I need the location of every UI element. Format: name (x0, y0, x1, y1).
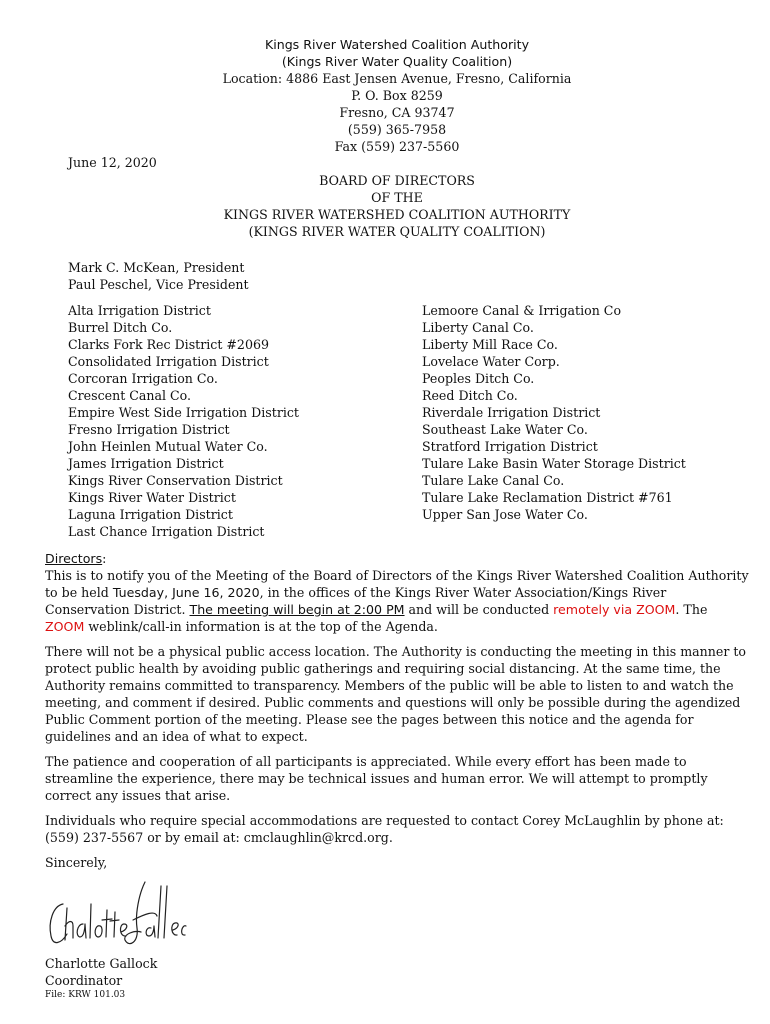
member-column-right (422, 302, 752, 523)
signer-name: Charlotte Gallock (45, 956, 158, 971)
org-location: Location: 4886 East Jensen Avenue, Fresno, California (222, 71, 572, 86)
file-reference: File: KRW 101.03 (45, 990, 126, 1000)
org-alt-name: (Kings River Water Quality Coalition) (281, 54, 513, 69)
member-item: Kings River Conservation District (68, 473, 283, 488)
member-item: Kings River Water District (68, 490, 236, 505)
member-item: Crescent Canal Co. (68, 388, 192, 403)
remote-zoom: remotely via ZOOM (553, 602, 676, 617)
member-item: Peoples Ditch Co. (422, 371, 535, 386)
zoom-word: ZOOM (45, 619, 85, 634)
member-item: Tulare Lake Reclamation District #761 (422, 490, 673, 505)
member-item: Alta Irrigation District (68, 303, 211, 318)
vice-president: Paul Peschel, Vice President (68, 277, 249, 292)
org-phone: (559) 365-7958 (347, 122, 447, 137)
addressee-line: (KINGS RIVER WATER QUALITY COALITION) (248, 224, 546, 239)
salutation-colon: : (102, 551, 107, 566)
closing: Sincerely, (45, 855, 108, 870)
meeting-date: Tuesday, June 16, 2020 (112, 585, 260, 600)
org-fax: Fax (559) 237-5560 (334, 139, 460, 154)
text-run: This is to notify you of the Meeting of the Board of Directors of the Kings River Watershed Coalition Authority to be held (45, 568, 749, 600)
text-run: and will be conducted (404, 602, 554, 617)
member-item: Empire West Side Irrigation District (68, 405, 299, 420)
officers-block (68, 259, 249, 293)
addressee-line: KINGS RIVER WATERSHED COALITION AUTHORITY (223, 207, 571, 222)
salutation-label: Directors (45, 551, 103, 566)
letterhead (0, 36, 770, 155)
signer-block (45, 955, 157, 989)
member-item: Stratford Irrigation District (422, 439, 598, 454)
org-po-box: P. O. Box 8259 (351, 88, 443, 103)
member-item: Corcoran Irrigation Co. (68, 371, 218, 386)
paragraph-patience: The patience and cooperation of all participants is appreciated. While every effort has been made to streamline the experience, there may be technical issues and human error. We will attempt to promptly correct any issues that arise. (45, 754, 708, 803)
member-item: Liberty Canal Co. (422, 320, 534, 335)
member-item: Riverdale Irrigation District (422, 405, 601, 420)
member-item: Reed Ditch Co. (422, 388, 518, 403)
member-item: Lovelace Water Corp. (422, 354, 560, 369)
member-item: Upper San Jose Water Co. (422, 507, 588, 522)
member-item: Consolidated Irrigation District (68, 354, 269, 369)
text-run: , in the offices of the Kings River Water Association/Kings River Conservation District. (45, 585, 667, 617)
member-item: Lemoore Canal & Irrigation Co (422, 303, 622, 318)
member-item: Tulare Lake Basin Water Storage District (422, 456, 686, 471)
text-run: . The (675, 602, 708, 617)
member-item: Clarks Fork Rec District #2069 (68, 337, 269, 352)
member-item: Southeast Lake Water Co. (422, 422, 588, 437)
addressee-line: BOARD OF DIRECTORS (319, 173, 475, 188)
member-column-left (68, 302, 408, 540)
member-item: Tulare Lake Canal Co. (422, 473, 565, 488)
member-item: Fresno Irrigation District (68, 422, 230, 437)
member-item: Laguna Irrigation District (68, 507, 233, 522)
member-item: Last Chance Irrigation District (68, 524, 265, 539)
handwritten-signature (45, 874, 190, 956)
letter-body (45, 550, 750, 879)
member-item: John Heinlen Mutual Water Co. (68, 439, 268, 454)
meeting-time: The meeting will begin at 2:00 PM (189, 602, 405, 617)
paragraph-public-access: There will not be a physical public access location. The Authority is conducting the meeting in this manner to protect public health by avoiding public gatherings and requiring social distancing. At the same time, the Authority remains committed to transparency. Members of the public will be able to listen to and watch the meeting, and comment if desired. Public comments and questions will only be possible during the agendized Public Comment portion of the meeting. Please see the pages between this notice and the agenda for guidelines and an idea of what to expect. (45, 644, 746, 744)
signer-title: Coordinator (45, 973, 123, 988)
org-city: Fresno, CA 93747 (339, 105, 455, 120)
paragraph-meeting-notice (45, 567, 750, 635)
member-item: James Irrigation District (68, 456, 224, 471)
signature-image (45, 874, 190, 956)
org-name: Kings River Watershed Coalition Authority (264, 37, 530, 52)
addressee-block (0, 172, 770, 240)
addressee-line: OF THE (371, 190, 423, 205)
member-item: Burrel Ditch Co. (68, 320, 173, 335)
text-run: weblink/call-in information is at the top of the Agenda. (84, 619, 438, 634)
letter-date: June 12, 2020 (68, 155, 157, 170)
salutation (45, 550, 750, 567)
president: Mark C. McKean, President (68, 260, 245, 275)
member-item: Liberty Mill Race Co. (422, 337, 558, 352)
paragraph-accommodations: Individuals who require special accommodations are requested to contact Corey McLaughlin by phone at: (559) 237-5567 or by email at: cmclaughlin@krcd.org. (45, 813, 724, 845)
